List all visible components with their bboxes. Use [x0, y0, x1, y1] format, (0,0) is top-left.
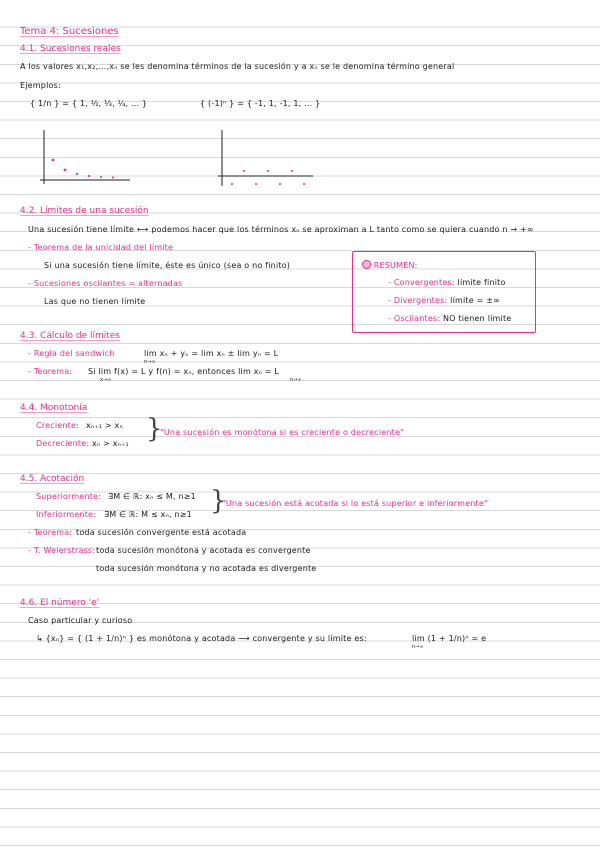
- s45-inferior-label: Inferiormente:: [36, 510, 97, 519]
- s45-bullet-weierstrass: - T. Weierstrass:: [28, 546, 96, 555]
- s42-bullet-oscilantes: - Sucesiones oscilantes = alternadas: [28, 279, 183, 288]
- s43-sandwich-subscript: n→∞: [144, 359, 156, 365]
- graph-2-point: [243, 170, 245, 172]
- resumen-title: RESUMEN:: [373, 261, 418, 270]
- s45-teorema-text: toda sucesión convergente está acotada: [76, 528, 247, 537]
- resumen-item-value: límite finito: [457, 278, 506, 287]
- s44-creciente-label: Creciente:: [36, 421, 79, 430]
- graph-1-over-n: [40, 128, 130, 190]
- page-title: Tema 4: Sucesiones: [20, 26, 119, 37]
- s46-limit-formula: lim (1 + 1/n)ⁿ = e: [412, 634, 487, 643]
- s44-brace: }: [146, 414, 163, 444]
- examples-label: Ejemplos:: [20, 81, 61, 90]
- s44-decreciente-formula: xₙ > xₙ₊₁: [92, 439, 129, 448]
- s46-limit-subscript: n→∞: [412, 644, 424, 650]
- s44-decreciente-label: Decreciente:: [36, 439, 90, 448]
- s45-brace: }: [210, 486, 227, 516]
- s46-sequence-text: ↳ {xₙ} = { (1 + 1/n)ⁿ } es monótona y acotada ⟶ convergente y su límite es:: [36, 634, 367, 643]
- graph-1-point: [112, 177, 114, 179]
- s43-sandwich-formula: lim xₙ + yₙ = lim xₙ ± lim yₙ = L: [144, 349, 279, 358]
- example-2-formula: { (-1)ⁿ } = { -1, 1, -1, 1, ... }: [200, 99, 321, 108]
- resumen-title-row: [362, 260, 418, 270]
- graph-2-point: [291, 170, 293, 172]
- s45-bullet-teorema: - Teorema:: [28, 528, 73, 537]
- graph-2-point: [303, 183, 305, 185]
- s43-teorema-subscript-n: n→∞: [290, 377, 302, 383]
- resumen-item-label: - Divergentes:: [388, 296, 448, 305]
- s45-superior-formula: ∃M ∈ ℝ: xₙ ≤ M, n≥1: [108, 492, 196, 501]
- s42-unicidad-text: Si una sucesión tiene límite, éste es único (sea o no finito): [44, 261, 291, 270]
- s43-teorema-subscript-x: x→∞: [100, 377, 112, 383]
- s41-definition: A los valores x₁,x₂,...,xₙ se les denomina términos de la sucesión y a xₙ se le denomina término general: [20, 62, 455, 71]
- graph-1-point: [64, 169, 67, 172]
- s42-bullet-unicidad: - Teorema de la unicidad del límite: [28, 243, 174, 252]
- graph-2-point: [279, 183, 281, 185]
- section-heading-4-5: 4.5. Acotación: [20, 474, 85, 484]
- s43-teorema-formula: Si lim f(x) = L y f(n) = xₙ, entonces lim xₙ = L: [88, 367, 280, 376]
- resumen-dot-icon: [362, 260, 371, 269]
- s44-creciente-formula: xₙ₊₁ > xₙ: [86, 421, 123, 430]
- s43-bullet-sandwich: - Regla del sandwich: [28, 349, 115, 358]
- s45-weierstrass-text-2: toda sucesión monótona y no acotada es divergente: [96, 564, 317, 573]
- graph-1-point: [52, 159, 55, 162]
- section-heading-4-6: 4.6. El número 'e': [20, 598, 100, 608]
- s45-weierstrass-text-1: toda sucesión monótona y acotada es convergente: [96, 546, 311, 555]
- resumen-item-value: límite = ±∞: [450, 296, 501, 305]
- graph-2-alternating: [218, 128, 318, 190]
- section-heading-4-2: 4.2. Límites de una sucesión: [20, 206, 149, 216]
- resumen-item: [388, 314, 511, 323]
- graph-1-point: [100, 176, 102, 178]
- resumen-item-value: NO tienen límite: [442, 314, 512, 323]
- example-1-formula: { 1/n } = { 1, ½, ⅓, ¼, ... }: [30, 99, 148, 108]
- graph-2-point: [267, 170, 269, 172]
- resumen-item-label: - Convergentes:: [388, 278, 455, 287]
- resumen-item: [388, 296, 500, 305]
- s45-superior-label: Superiormente:: [36, 492, 102, 501]
- s42-oscilantes-text: Las que no tienen límite: [44, 297, 146, 306]
- section-heading-4-3: 4.3. Cálculo de límites: [20, 331, 120, 341]
- resumen-item: [388, 278, 506, 287]
- section-heading-4-1: 4.1. Sucesiones reales: [20, 44, 121, 54]
- s46-caso-text: Caso particular y curioso: [28, 616, 133, 625]
- graph-2-point: [231, 183, 233, 185]
- section-heading-4-4: 4.4. Monotonía: [20, 403, 88, 413]
- s43-bullet-teorema: - Teorema:: [28, 367, 73, 376]
- s44-note: "Una sucesión es monótona si es creciente o decreciente": [160, 428, 404, 437]
- s42-definition: Una sucesión tiene límite ⟷ podemos hacer que los términos xₙ se aproximan a L tanto como se quiera cuando n → +∞: [28, 225, 534, 234]
- s45-inferior-formula: ∃M ∈ ℝ: M ≤ xₙ, n≥1: [104, 510, 192, 519]
- graph-1-point: [76, 173, 78, 175]
- graph-1-point: [88, 175, 90, 177]
- graph-2-point: [255, 183, 257, 185]
- resumen-item-label: - Oscilantes:: [388, 314, 441, 323]
- s45-note: "Una sucesión está acotada si lo está superior e inferiormente": [222, 499, 488, 508]
